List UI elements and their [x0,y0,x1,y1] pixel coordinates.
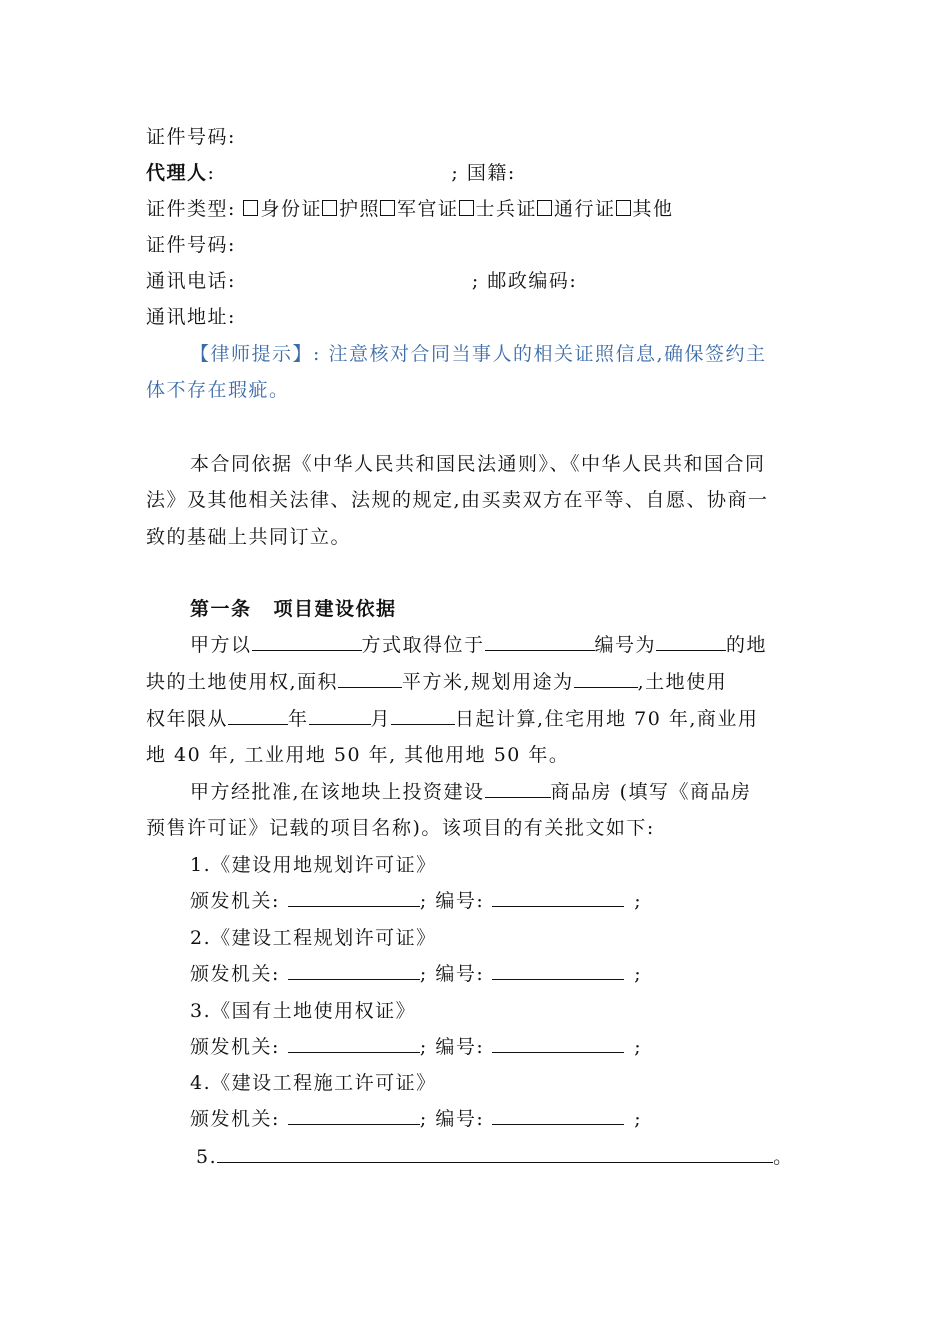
id-number-label: 证件号码: [146,126,236,148]
item-5-label: 5. [196,1146,218,1168]
preamble-line-3 [146,524,351,550]
permit-fields-row [190,1106,642,1132]
end-semicolon: ; [634,890,643,912]
issuer-blank[interactable] [288,888,420,907]
permit-fields-row [190,961,642,987]
id-type-option: 其他 [632,198,674,220]
phone-row [146,268,577,294]
phone-label: 通讯电话: [146,270,236,292]
clause-text: 方式取得位于 [361,634,485,656]
acquisition-method-blank[interactable] [252,632,362,651]
land-location-blank[interactable] [485,632,595,651]
id-number-label: 证件号码: [146,234,236,256]
project-name-blank[interactable] [485,779,551,798]
permit-title-text: 2.《建设工程规划许可证》 [190,927,437,949]
checkbox-icon[interactable] [380,200,395,216]
article-1-p1-line-4 [146,742,569,768]
issuer-label: 颁发机关: [190,890,280,912]
start-day-blank[interactable] [391,706,455,725]
article-title: 项目建设依据 [273,598,397,620]
clause-text: 块的土地使用权,面积 [146,671,339,693]
end-semicolon: ; [634,1108,643,1130]
preamble-line-1 [190,451,766,477]
nationality-label: ; 国籍: [451,162,516,184]
lawyer-hint-line-2 [146,377,290,403]
permit-item-5-row [196,1144,794,1170]
agent-label: 代理人 [146,162,208,184]
article-1-p1-line-1 [190,632,767,658]
clause-text: 甲方经批准,在该地块上投资建设 [190,781,485,803]
end-semicolon: ; [634,963,643,985]
issuer-label: 颁发机关: [190,1108,280,1130]
permit-title [190,1070,437,1096]
item-5-end: 。 [773,1146,794,1168]
permit-title [190,852,437,878]
end-semicolon: ; [634,1036,643,1058]
id-type-label: 证件类型: [146,198,236,220]
start-year-blank[interactable] [228,706,288,725]
land-number-blank[interactable] [656,632,726,651]
issuer-blank[interactable] [288,1034,420,1053]
id-type-option: 士兵证 [475,198,538,220]
permit-title-text: 1.《建设用地规划许可证》 [190,854,437,876]
article-1-p2-line-1 [190,779,752,805]
address-label: 通讯地址: [146,306,236,328]
permit-number-blank[interactable] [492,961,624,980]
preamble-text: 本合同依据《中华人民共和国民法通则》、《中华人民共和国合同 [190,453,766,475]
article-number: 第一条 [190,598,252,620]
issuer-label: 颁发机关: [190,1036,280,1058]
clause-text: 年 [288,708,309,730]
clause-text: 地 40 年, 工业用地 50 年, 其他用地 50 年。 [146,744,570,766]
checkbox-icon[interactable] [537,200,552,216]
id-type-option: 身份证 [260,198,322,220]
address-row [146,304,236,330]
article-1-heading [190,596,397,622]
id-type-option: 护照 [338,198,380,220]
permit-title-text: 4.《建设工程施工许可证》 [190,1072,437,1094]
permit-title [190,925,437,951]
preamble-text: 致的基础上共同订立。 [146,526,352,548]
lawyer-hint-text: 体不存在瑕疵。 [146,379,290,401]
start-month-blank[interactable] [309,706,371,725]
article-1-p1-line-2 [146,669,727,695]
item-5-blank[interactable] [217,1144,773,1163]
number-label: ; 编号: [419,890,485,912]
permit-number-blank[interactable] [492,1106,624,1125]
preamble-line-2 [146,487,769,513]
issuer-blank[interactable] [288,961,420,980]
permit-title-text: 3.《国有土地使用权证》 [190,1000,417,1022]
permit-fields-row [190,1034,642,1060]
postal-label: ; 邮政编码: [471,270,578,292]
clause-text: 平方米,规划用途为 [402,671,574,693]
agent-colon: : [207,162,216,184]
agent-row [146,160,516,186]
clause-text: 的地 [726,634,768,656]
issuer-label: 颁发机关: [190,963,280,985]
planned-use-blank[interactable] [574,669,638,688]
id-type-option: 通行证 [554,198,616,220]
checkbox-icon[interactable] [322,200,337,216]
id-type-row [146,196,674,222]
number-label: ; 编号: [419,963,485,985]
checkbox-icon[interactable] [243,200,258,216]
clause-text: 商品房 (填写《商品房 [550,781,752,803]
preamble-text: 法》及其他相关法律、法规的规定,由买卖双方在平等、自愿、协商一 [146,489,769,511]
checkbox-icon[interactable] [616,200,631,216]
clause-text: 预售许可证》记载的项目名称)。该项目的有关批文如下: [146,817,655,839]
lawyer-hint-line-1 [190,341,767,367]
permit-number-blank[interactable] [492,1034,624,1053]
id-number-row-2 [146,232,236,258]
clause-text: 甲方以 [190,634,252,656]
lawyer-hint-label: 【律师提示】 [190,343,314,365]
clause-text: 权年限从 [146,708,229,730]
permit-title [190,998,416,1024]
clause-text: 月 [370,708,392,730]
area-blank[interactable] [338,669,402,688]
id-number-row-1 [146,124,236,150]
id-type-option: 军官证 [396,198,459,220]
article-1-p2-line-2 [146,815,655,841]
clause-text: 编号为 [594,634,657,656]
permit-fields-row [190,888,642,914]
permit-number-blank[interactable] [492,888,624,907]
lawyer-hint-text: : 注意核对合同当事人的相关证照信息,确保签约主 [313,343,767,365]
number-label: ; 编号: [419,1036,485,1058]
number-label: ; 编号: [419,1108,485,1130]
issuer-blank[interactable] [288,1106,420,1125]
article-1-p1-line-3 [146,706,758,732]
clause-text: ,土地使用 [637,671,728,693]
checkbox-icon[interactable] [459,200,474,216]
clause-text: 日起计算,住宅用地 70 年,商业用 [455,708,759,730]
